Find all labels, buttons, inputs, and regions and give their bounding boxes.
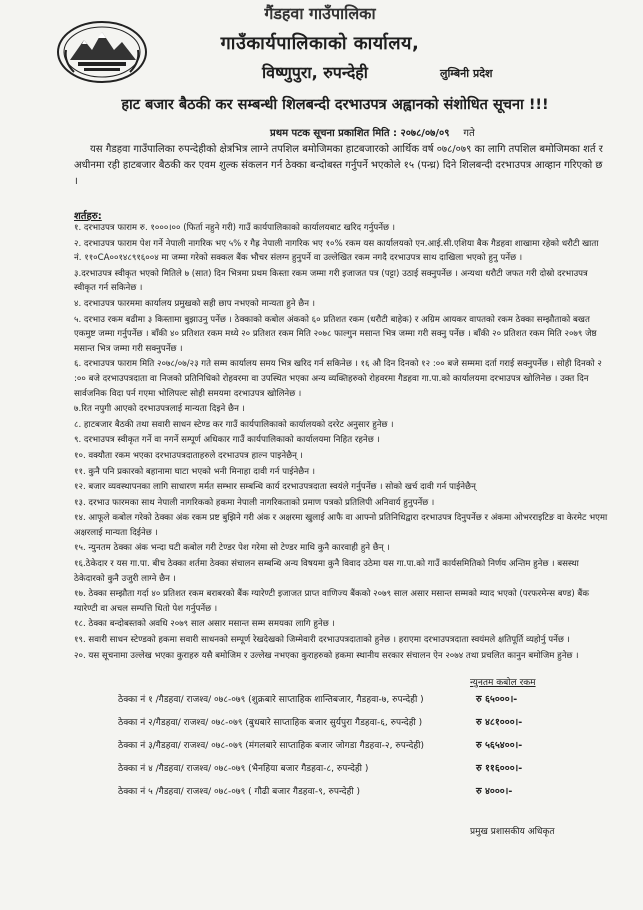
term-item: १५. न्युनतम ठेक्का अंक भन्दा घटी कबोल गरी टेण्डर पेश गरेमा सो टेण्डर माथि कुनै कारवाही हुने छैन् ।: [74, 543, 390, 554]
tender-description: ठेक्का नं ५ /गैडहवा/ राजश्व/ ०७८-०७९ ( गौढी बजार गैडहवा-९, रुपन्देही ): [118, 787, 361, 797]
term-item: १३. दरभाउ फारमका साथ नेपाली नागरिकको हकमा नेपाली नागरिकताको प्रमाण पत्रको प्रतिलिपी अनिवार्य हुनुपर्नेछ ।: [74, 497, 435, 508]
term-item: २. दरभाउपत्र फाराम पेश गर्ने नेपाली नागरिक भए ५% र गैह्र नेपाली नागरिक भए १०% रकम यस कार्यालयको एन.आई.सी.एशिया बैक गैडहवा शाखामा रहेको धरौटी खाता नं. ११०CA००१४८९१६००४ मा जम्मा गरेको सक्कल बैंक भौचर संलग्न हुनुपर्ने वा उल्लेखित रकम नगदै दरभाउपत्र साथ दाखिला भएको हुनु पर्नेछ ।: [74, 238, 599, 264]
term-item: ११. कुनै पनि प्रकारको बहानामा घाटा भएको भनी मिनाहा दावी गर्न पाईनेछैन ।: [74, 466, 316, 477]
term-item: ५. दरभाउ रकम बढीमा ३ किस्तामा बुझाउनु पर्नेछ । ठेक्काको कबोल अंकको ६० प्रतिशत रकम (धरौटी बाहेक) र अग्रिम आयकर वापतको रकम ठेक्का सम्झौताको बखत एकमुष्ट जम्मा गर्नुपर्नेछ । बाँकी ४० प्रतिशत रकम मध्ये २० प्रतिशत रकम मिति २०७८ फाल्गुन मसान्त भित्र जम्मा गरी सक्नु पर्नेछ । बाँकी २० प्रतिशत रकम मिति २०७९ जेष्ठ मसान्त भित्र जम्मा गरी सक्नुपर्नेछ ।: [74, 314, 597, 354]
tender-row: [118, 738, 548, 761]
term-item: १६.ठेकेदार र यस गा.पा. बीच ठेक्का शर्तमा ठेक्का संचालन सम्बन्धि अन्य विषयमा कुनै विवाद उठेमा यस गा.पा.को गाउँ कार्यसमितिको निर्णय अन्तिम हुनेछ । बसस्था ठेकेदारको कुनै उजुरी लाग्ने छैन ।: [74, 559, 579, 584]
tender-amount: रु ११६०००।-: [476, 763, 523, 774]
tender-table: [118, 692, 548, 807]
tender-row: [118, 761, 548, 784]
terms-heading: शर्तहरु:: [74, 211, 102, 222]
tender-row: [118, 715, 548, 738]
term-item: ६. दरभाउपत्र फाराम मिति २०७८/०७/२३ गते सम्म कार्यालय समय भित्र खरिद गर्न सकिनेछ । १६ औ दिन दिनको १२ :०० बजे सम्ममा दर्ता गराई सक्नुपर्नेछ । सोही दिनको २ :०० बजे दरभाउपत्रदाता वा निजको प्रतिनिधिको रोहवरमा वा उपस्थित भएका अन्य व्यक्तिहरुको रोहवरमा गैडहवा गा.पा.को कार्यालयमा दरभाउपत्र खोलिनेछ । उक्त दिन सार्वजनिक विदा पर्न गएमा भोलिपल्ट सोही समयमा दरभाउपत्र खोलिनेछ ।: [74, 359, 602, 399]
term-item: ३.दरभाउपत्र स्वीकृत भएको मितिले ७ (सात) दिन भित्रमा प्रथम किस्ता रकम जम्मा गरी इजाजत पत्र (पट्टा) उठाई सक्नुपर्नेछ । अन्यथा धरौटी जफत गरी दोस्रो दरभाउपत्र स्वीकृत गर्न सकिनेछ ।: [74, 268, 588, 294]
published-date-suffix: गते: [463, 128, 475, 139]
signature-title: प्रमुख प्रशासकीय अधिकृत: [470, 827, 555, 837]
tender-amount: रु ५६५४००।-: [476, 740, 523, 751]
tender-amount: रु ४०००।-: [476, 786, 513, 797]
term-item: १०. वक्यौता रकम भएका दरभाउपत्रदाताहरुले दरभाउपत्र हाल्न पाइनेछैन् ।: [74, 450, 303, 461]
terms-list: [74, 221, 608, 664]
term-item: १. दरभाउपत्र फाराम रु. १०००।०० (फिर्ता नहुने गरी) गाउँ कार्यपालिकाको कार्यालयबाट खरिद गर्नुपर्नेछ ।: [74, 223, 396, 233]
term-item: १७. ठेक्का सम्झौता गर्दा ४० प्रतिशत रकम बराबरको बैंक ग्यारेण्टी इजाजत प्राप्त वाणिज्य बैंकको २०७९ साल असार मसान्त सम्मको म्याद भएको (परफरमेन्स बण्ड) बैंक ग्यारेण्टी वा अचल सम्पत्ति धितो पेश गर्नुपर्नेछ ।: [74, 589, 589, 614]
published-date-label: प्रथम पटक सूचना प्रकाशित मिति : २०७८/०७/०९: [270, 128, 450, 139]
intro-paragraph: यस गैडहवा गाउँपालिका रुपन्देहीको क्षेत्रभित्र लाग्ने तपशिल बमोजिमका हाटबजारको आर्थिक वर्ष ०७८/०७९ का लागि तपशिल बमोजिमका शर्त र अधीनमा रही हाटबजार बैठकी कर एवम शुल्क संकलन गर्न ठेक्का बन्दोबस्त गर्नुपर्ने भएकोले १५ (पन्ध्र) दिने शिलबन्दी दरभाउपत्र आव्हान गरिएको छ ।: [74, 144, 603, 187]
term-item: ८. हाटबजार बैठकी तथा सवारी साधन स्टेण्ड कर गाउँ कार्यपालिकाको कार्यालयको दररेट अनुसार हुनेछ ।: [74, 419, 394, 430]
tender-description: ठेक्का नं ४ /गैडहवा/ राजश्व/ ०७८-०७९ (भैनहिया बजार गैडहवा-८, रुपन्देही ): [118, 764, 369, 774]
tender-row: [118, 784, 548, 807]
term-item: २०. यस सूचनामा उल्लेख भएका कुराहरु यसै बमोजिम र उल्लेख नभएका कुराहरुको हकमा स्थानीय सरकार संचालन ऐन २०७४ तथा प्रचलित कानुन बमोजिम हुनेछ ।: [74, 650, 579, 661]
published-date: [270, 125, 475, 139]
municipality-name: गैंडहवा गाउँपालिका: [264, 4, 376, 23]
min-bid-heading: न्युनतम कबोल रकम: [470, 678, 536, 688]
term-item: १८. ठेक्का बन्दोबस्तको अवधि २०७९ साल असार मसान्त सम्म समयका लागि हुनेछ ।: [74, 619, 335, 630]
tender-amount: रु ४८१०००।-: [476, 717, 523, 728]
term-item: १४. आफूले कबोल गरेको ठेक्का अंक रकम प्रष्ट बुझिने गरी अंक र अक्षरमा खुलाई आफै वा आफ्नो प्रतिनिधिद्वारा दरभाउपत्र दिनुपर्नेछ र अंकमा ओभरराइटिङ वा केरमेट भएमा अक्षरलाई मान्यता दिईनेछ ।: [74, 513, 608, 538]
term-item: ९. दरभाउपत्र स्वीकृत गर्ने वा नगर्ने सम्पूर्ण अधिकार गाउँ कार्यपालिकाको कार्यालयमा निहित रहनेछ ।: [74, 435, 380, 446]
province-name: लुम्बिनी प्रदेश: [440, 67, 493, 80]
term-item: १९. सवारी साधन स्टेण्डको हकमा सवारी साधनको सम्पूर्ण रेखदेखको जिम्मेवारी दरभाउपत्रदाताको हुनेछ । हराएमा दरभाउपत्रदाता स्वयंमले क्षतिपूर्ति व्यहोर्नु पर्नेछ ।: [74, 635, 570, 646]
tender-description: ठेक्का नं १ /गैडहवा/ राजश्व/ ०७८-०७९ (शुक्रबारे साप्ताहिक शान्तिबजार, गैडहवा-७, रुपन्देही ): [118, 695, 424, 705]
tender-description: ठेक्का नं २/गैडहवा/ राजश्व/ ०७८-०७९ (बुधबारे साप्ताहिक बजार सुर्यपुरा गैडहवा-६, रुपन्देही ): [118, 718, 423, 728]
term-item: ४. दरभाउपत्र फारममा कार्यालय प्रमुखको सही छाप नभएको मान्यता हुने छैन ।: [74, 298, 316, 309]
tender-description: ठेक्का नं ३/गैडहवा/ राजश्व/ ०७८-०७९ (मंगलबारे साप्ताहिक बजार जोगडा गैडहवा-२, रुपन्देही): [118, 741, 424, 751]
tender-amount: रु ६५०००।-: [476, 694, 518, 705]
municipality-emblem-icon: [56, 20, 148, 84]
office-address: विष्णुपुरा, रुपन्देही: [262, 63, 368, 82]
term-item: १२. बजार व्यवस्थापनका लागि साधारण मर्मत सम्भार सम्बन्धि कार्य दरभाउपत्रदाता स्वयंले गर्नुपर्नेछ । सोको खर्च दावी गर्न पाईनेछैन्: [74, 482, 476, 493]
term-item: ७.रित नपुगी आएको दरभाउपत्रलाई मान्यता दिइने छैन ।: [74, 404, 245, 415]
tender-row: [118, 692, 548, 715]
office-name: गाउँकार्यपालिकाको कार्यालय,: [220, 33, 420, 54]
notice-title: हाट बजार बैठकी कर सम्बन्धी शिलबन्दी दरभाउपत्र अह्वानको संशोधित सूचना !!!: [121, 97, 549, 113]
